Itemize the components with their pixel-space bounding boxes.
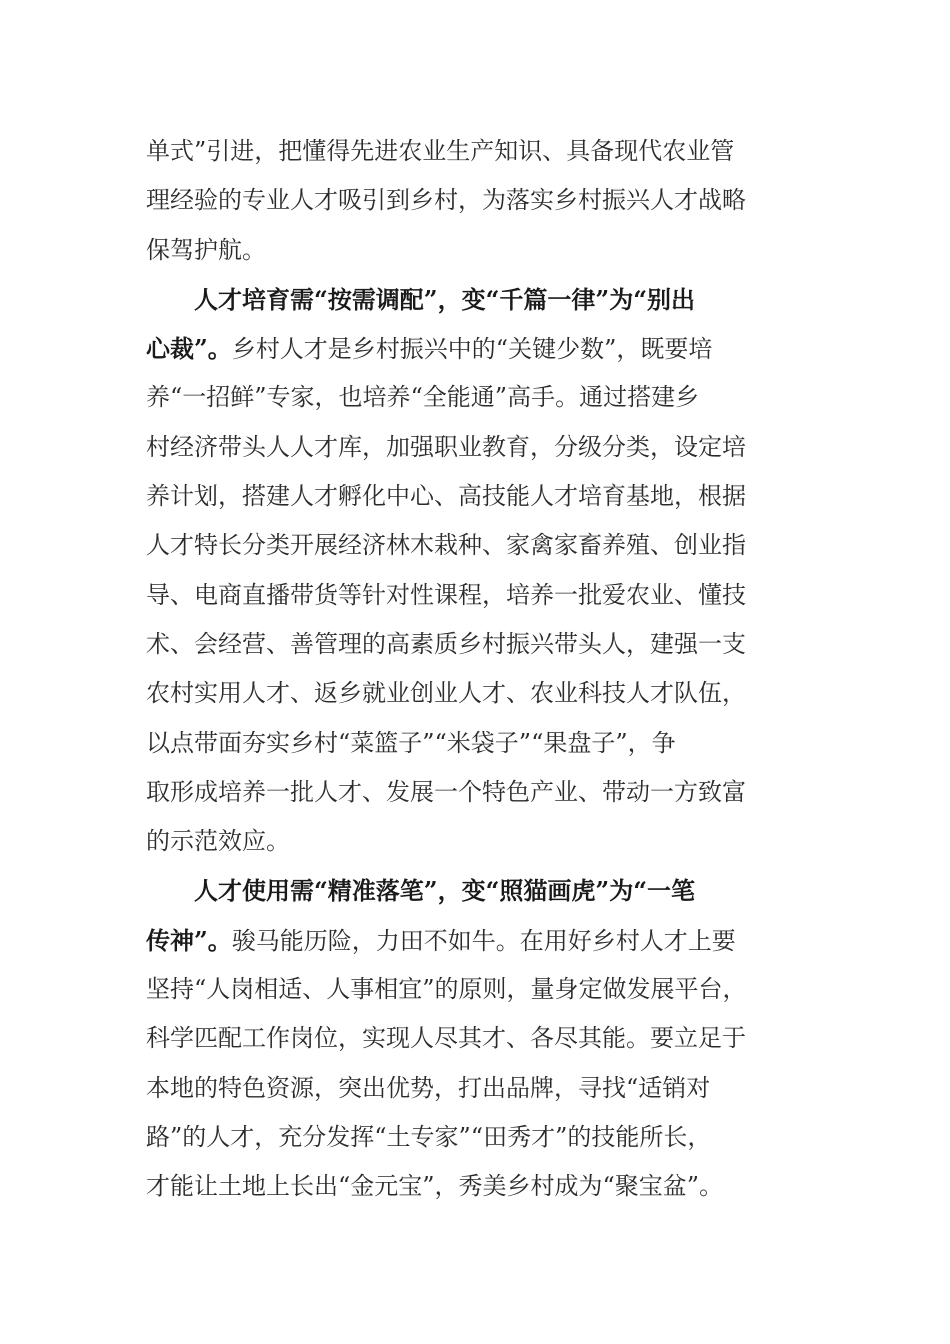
paragraph-line: 保驾护航。 — [146, 235, 266, 264]
paragraph-line: 导、电商直播带货等针对性课程，培养一批爱农业、懂技 — [146, 580, 746, 609]
paragraph-line: 人才特长分类开展经济林木栽种、家禽家畜养殖、创业指 — [146, 531, 746, 560]
paragraph-line — [146, 275, 806, 324]
paragraph-line: 才能让土地上长出“金元宝”，秀美乡村成为“聚宝盆”。 — [146, 1172, 724, 1201]
section-heading: 传神”。 — [146, 925, 232, 955]
paragraph-line — [146, 866, 806, 915]
paragraph-line: 单式”引进，把懂得先进农业生产知识、具备现代农业管 — [146, 137, 735, 165]
section-heading: 人才培育需“按需调配”，变“千篇一律”为“别出 — [194, 284, 696, 314]
section-heading: 心裁”。 — [146, 334, 232, 364]
paragraph-line: 以点带面夯实乡村“菜篮子”“米袋子”“果盘子”，争 — [146, 728, 676, 757]
paragraph-line: 本地的特色资源，突出优势，打出品牌，寻找“适销对 — [146, 1073, 711, 1102]
paragraph-line: 养“一招鲜”专家，也培养“全能通”高手。通过搭建乡 — [146, 383, 700, 412]
paragraph-text: 乡村人才是乡村振兴中的“关键少数”，既要培 — [231, 335, 713, 364]
paragraph-line — [146, 916, 806, 965]
paragraph-line: 农村实用人才、返乡就业创业人才、农业科技人才队伍， — [146, 679, 746, 708]
paragraph-line: 理经验的专业人才吸引到乡村，为落实乡村振兴人才战略 — [146, 186, 746, 215]
paragraph-line: 村经济带头人人才库，加强职业教育，分级分类，设定培 — [146, 432, 746, 461]
paragraph-line: 路”的人才，充分发挥“土专家”“田秀才”的技能所长， — [146, 1122, 712, 1151]
paragraph-line — [146, 324, 806, 373]
paragraph-line: 科学匹配工作岗位，实现人尽其才、各尽其能。要立足于 — [146, 1024, 746, 1053]
paragraph-line: 的示范效应。 — [146, 827, 290, 856]
paragraph-line: 养计划，搭建人才孵化中心、高技能人才培育基地，根据 — [146, 482, 746, 511]
paragraph-line: 术、会经营、善管理的高素质乡村振兴带头人，建强一支 — [146, 629, 746, 658]
paragraph-line: 取形成培养一批人才、发展一个特色产业、带动一方致富 — [146, 777, 746, 806]
section-heading: 人才使用需“精准落笔”，变“照猫画虎”为“一笔 — [194, 876, 696, 906]
paragraph-line: 坚持“人岗相适、人事相宜”的原则，量身定做发展平台， — [146, 975, 747, 1004]
document-body — [146, 127, 806, 1212]
paragraph-text: 骏马能历险，力田不如牛。在用好乡村人才上要 — [231, 926, 736, 955]
